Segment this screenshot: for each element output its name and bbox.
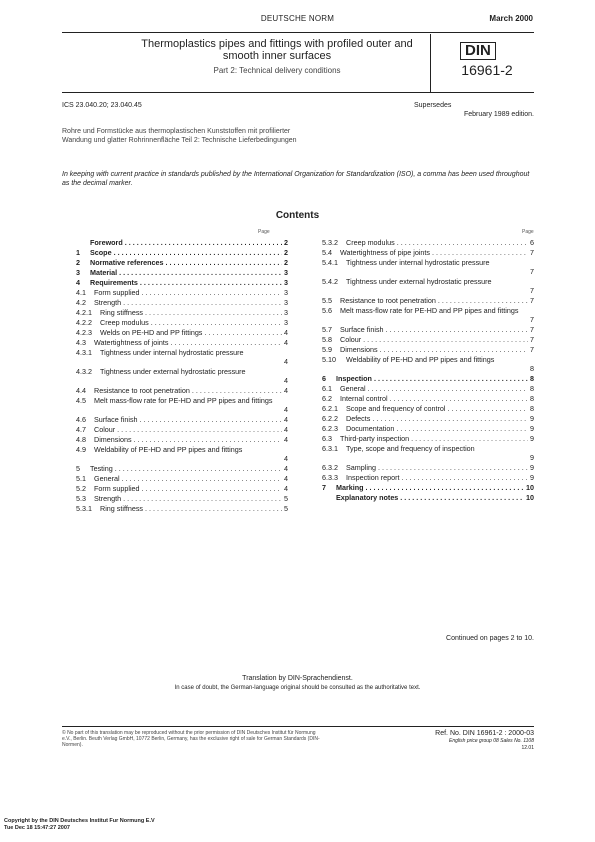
toc-entry (76, 367, 288, 386)
toc-number: 4.2.1 (76, 308, 92, 317)
toc-entry (76, 464, 288, 474)
toc-page: 9 (530, 424, 534, 433)
toc-number: 4.2.3 (76, 328, 92, 337)
toc-title: Creep modulus . . . (346, 238, 534, 248)
toc-page: 4 (284, 425, 288, 434)
toc-title: Foreword . . . (90, 238, 288, 248)
toc-entry (322, 277, 534, 296)
toc-page: 8 (530, 374, 534, 383)
toc-number: 5 (76, 464, 80, 473)
toc-number: 4.3.2 (76, 367, 92, 376)
toc-entry (76, 348, 288, 367)
translation-note: In case of doubt, the German-language original should be consulted as the authoritative text. (174, 685, 421, 691)
toc-entry (322, 424, 534, 434)
toc-title: Sampling . . . (346, 463, 534, 473)
toc-page: 3 (284, 268, 288, 277)
toc-page: 7 (530, 296, 534, 305)
toc-title: Melt mass-flow rate for PE-HD and PP pipes and fittings (340, 306, 519, 315)
toc-title: Tightness under external hydrostatic pressure (346, 277, 492, 286)
toc-page: 3 (284, 298, 288, 307)
copyright-notice: © No part of this translation may be reproduced without the prior permission of DIN Deutsches Institut für Normung e.V., Berlin. Beuth Verlag GmbH, 10772 Berlin, Germany, has the exclusive right of sale for German Standards (DIN-Normen). (62, 730, 320, 748)
toc-title: Ring stiffness . . . (100, 308, 288, 318)
toc-title: Surface finish . . . (340, 325, 534, 335)
toc-title: Tightness under internal hydrostatic pressure (346, 258, 490, 267)
toc-page: 4 (284, 454, 288, 463)
toc-number: 1 (76, 248, 80, 257)
toc-page: 4 (284, 415, 288, 424)
toc-title: General . . . (94, 474, 288, 484)
toc-title: Testing . . . (90, 464, 288, 474)
toc-page: 3 (284, 278, 288, 287)
toc-entry (76, 308, 288, 318)
toc-title: Explanatory notes . . . (336, 493, 534, 503)
toc-number: 6.3.3 (322, 473, 338, 482)
toc-page: 4 (284, 435, 288, 444)
toc-title: Resistance to root penetration . . . (94, 386, 288, 396)
toc-entry (322, 345, 534, 355)
toc-entry (322, 306, 534, 325)
toc-title: Material . . . (90, 268, 288, 278)
toc-page: 9 (530, 453, 534, 462)
issue-date: March 2000 (489, 14, 533, 23)
toc-title: Colour . . . (94, 425, 288, 435)
toc-title: Weldability of PE-HD and PP pipes and fittings (346, 355, 495, 364)
toc-page: 8 (530, 364, 534, 373)
toc-number: 5.1 (76, 474, 86, 483)
toc-title: Resistance to root penetration . . . (340, 296, 534, 306)
toc-entry (322, 483, 534, 493)
toc-page: 7 (530, 335, 534, 344)
toc-page: 4 (284, 338, 288, 347)
toc-number: 4.5 (76, 396, 86, 405)
toc-title: Requirements . . . (90, 278, 288, 288)
toc-page: 10 (526, 493, 534, 502)
toc-number: 4.1 (76, 288, 86, 297)
toc-number: 5.4.2 (322, 277, 338, 286)
toc-number: 5.5 (322, 296, 332, 305)
toc-number: 5.8 (322, 335, 332, 344)
toc-title: Documentation . . . (346, 424, 534, 434)
toc-title: Watertightness of pipe joints . . . (340, 248, 534, 258)
toc-entry (76, 288, 288, 298)
supersedes (414, 101, 534, 119)
toc-title: Form supplied . . . (94, 288, 288, 298)
toc-number: 4.2 (76, 298, 86, 307)
toc-entry (322, 414, 534, 424)
toc-number: 4.4 (76, 386, 86, 395)
toc-title: Melt mass-flow rate for PE-HD and PP pipes and fittings (94, 396, 273, 405)
toc-title: General . . . (340, 384, 534, 394)
toc-number: 5.4 (322, 248, 332, 257)
toc-title: Inspection report . . . (346, 473, 534, 483)
toc-page: 4 (284, 376, 288, 385)
toc-entry (76, 318, 288, 328)
toc-page: 7 (530, 315, 534, 324)
toc-page: 3 (284, 288, 288, 297)
footer-rule (62, 726, 534, 727)
toc-page: 4 (284, 464, 288, 473)
toc-page: 7 (530, 286, 534, 295)
toc-entry (76, 386, 288, 396)
toc-page: 7 (530, 267, 534, 276)
decimal-notice: In keeping with current practice in standards published by the International Organization for Standardization (ISO), a comma has been used throughout as the decimal marker. (62, 171, 530, 187)
toc-page: 2 (284, 248, 288, 257)
toc-page: 2 (284, 258, 288, 267)
toc-entry (76, 425, 288, 435)
translation-credit: Translation by DIN-Sprachendienst. (242, 675, 353, 682)
toc-entry (322, 463, 534, 473)
toc-page: 4 (284, 405, 288, 414)
toc-entry (76, 278, 288, 288)
toc-page: 9 (530, 463, 534, 472)
toc-title: Dimensions . . . (94, 435, 288, 445)
print-code: 12.01 (521, 745, 534, 751)
toc-title: Third-party inspection . . . (340, 434, 534, 444)
toc-number: 6.3 (322, 434, 332, 443)
toc-entry (322, 493, 534, 503)
toc-entry (76, 415, 288, 425)
toc-page: 4 (284, 474, 288, 483)
toc-entry (322, 374, 534, 384)
toc-title: Marking . . . (336, 483, 534, 493)
title-divider (430, 34, 431, 92)
toc-title: Strength . . . (94, 298, 288, 308)
part-title: Part 2: Technical delivery conditions (213, 66, 341, 75)
toc-number: 4.3 (76, 338, 86, 347)
toc-page: 4 (284, 328, 288, 337)
toc-number: 6.2.3 (322, 424, 338, 433)
toc-title: Creep modulus . . . (100, 318, 288, 328)
toc-number: 4.3.1 (76, 348, 92, 357)
toc-number: 6.1 (322, 384, 332, 393)
toc-entry (76, 494, 288, 504)
toc-number: 5.9 (322, 345, 332, 354)
toc-number: 5.7 (322, 325, 332, 334)
toc-entry (322, 394, 534, 404)
toc-number: 2 (76, 258, 80, 267)
toc-entry (322, 238, 534, 248)
header-rule (62, 32, 534, 33)
toc-right-column (322, 238, 534, 503)
toc-number: 3 (76, 268, 80, 277)
toc-page: 9 (530, 434, 534, 443)
toc-page: 6 (530, 238, 534, 247)
toc-title: Tightness under internal hydrostatic pressure (100, 348, 244, 357)
toc-number: 4 (76, 278, 80, 287)
toc-entry (322, 296, 534, 306)
toc-title: Inspection . . . (336, 374, 534, 384)
toc-entry (76, 268, 288, 278)
toc-number: 4.9 (76, 445, 86, 454)
toc-entry (76, 474, 288, 484)
toc-title: Welds on PE-HD and PP fittings . . . (100, 328, 288, 338)
reference-number: Ref. No. DIN 16961-2 : 2000-03 (435, 730, 534, 737)
copyright-line: Copyright by the DIN Deutsches Institut Fur Normung E.V (4, 818, 155, 824)
toc-number: 6 (322, 374, 326, 383)
toc-entry (322, 355, 534, 374)
toc-page: 2 (284, 238, 288, 247)
toc-entry (76, 328, 288, 338)
toc-number: 7 (322, 483, 326, 492)
din-number: 16961-2 (461, 62, 513, 78)
toc-number: 5.4.1 (322, 258, 338, 267)
toc-page: 5 (284, 494, 288, 503)
toc-entry (76, 396, 288, 415)
toc-entry (76, 248, 288, 258)
toc-number: 5.2 (76, 484, 86, 493)
toc-title: Scope and frequency of control . . . (346, 404, 534, 414)
toc-title: Colour . . . (340, 335, 534, 345)
supersedes-label: Supersedes (414, 102, 452, 109)
page-column-label-left: Page (258, 229, 270, 235)
toc-entry (322, 325, 534, 335)
toc-number: 6.3.2 (322, 463, 338, 472)
toc-entry (76, 238, 288, 248)
toc-number: 4.2.2 (76, 318, 92, 327)
toc-page: 4 (284, 484, 288, 493)
norm-label: DEUTSCHE NORM (260, 14, 335, 23)
toc-entry (322, 384, 534, 394)
toc-number: 6.2.2 (322, 414, 338, 423)
toc-number: 5.3 (76, 494, 86, 503)
toc-title: Ring stiffness . . . (100, 504, 288, 514)
supersedes-edition: February 1989 edition. (463, 111, 534, 118)
contents-heading: Contents (275, 210, 320, 221)
toc-entry (76, 435, 288, 445)
toc-entry (322, 258, 534, 277)
toc-number: 5.10 (322, 355, 336, 364)
toc-entry (76, 298, 288, 308)
toc-entry (76, 338, 288, 348)
toc-entry (322, 473, 534, 483)
toc-title: Type, scope and frequency of inspection (346, 444, 475, 453)
toc-page: 3 (284, 318, 288, 327)
toc-page: 4 (284, 386, 288, 395)
toc-page: 7 (530, 325, 534, 334)
toc-entry (76, 504, 288, 514)
toc-page: 10 (526, 483, 534, 492)
toc-number: 6.2 (322, 394, 332, 403)
toc-title: Surface finish . . . (94, 415, 288, 425)
price-group: English price group 08 Sales No. 1108 (449, 738, 534, 744)
reference-block (390, 730, 534, 751)
toc-entry (322, 404, 534, 414)
toc-page: 7 (530, 345, 534, 354)
toc-entry (322, 335, 534, 345)
toc-page: 3 (284, 308, 288, 317)
toc-number: 5.6 (322, 306, 332, 315)
toc-number: 4.8 (76, 435, 86, 444)
toc-page: 8 (530, 404, 534, 413)
toc-title: Defects . . . (346, 414, 534, 424)
toc-number: 5.3.2 (322, 238, 338, 247)
toc-number: 5.3.1 (76, 504, 92, 513)
toc-title: Dimensions . . . (340, 345, 534, 355)
toc-title: Tightness under external hydrostatic pressure (100, 367, 246, 376)
toc-page: 9 (530, 473, 534, 482)
toc-title: Internal control . . . (340, 394, 534, 404)
toc-number: 6.2.1 (322, 404, 338, 413)
toc-entry (322, 444, 534, 463)
toc-number: 4.7 (76, 425, 86, 434)
toc-title: Form supplied . . . (94, 484, 288, 494)
document-title: Thermoplastics pipes and fittings with profiled outer and smooth inner surfaces (141, 38, 413, 62)
copyright-timestamp: Tue Dec 18 15:47:27 2007 (4, 825, 70, 831)
toc-page: 7 (530, 248, 534, 257)
toc-entry (76, 445, 288, 464)
ics-code: ICS 23.040.20; 23.040.45 (62, 102, 142, 109)
page-column-label-right: Page (522, 229, 534, 235)
toc-page: 8 (530, 394, 534, 403)
toc-entry (76, 258, 288, 268)
toc-title: Scope . . . (90, 248, 288, 258)
copyright-stamp (4, 818, 155, 832)
din-logo: DIN (460, 42, 496, 60)
toc-title: Strength . . . (94, 494, 288, 504)
toc-number: 6.3.1 (322, 444, 338, 453)
toc-page: 8 (530, 384, 534, 393)
toc-entry (322, 248, 534, 258)
toc-left-column (76, 238, 288, 514)
toc-entry (322, 434, 534, 444)
toc-page: 4 (284, 357, 288, 366)
toc-page: 5 (284, 504, 288, 513)
toc-title: Normative references . . . (90, 258, 288, 268)
toc-number: 4.6 (76, 415, 86, 424)
title-block (62, 34, 534, 93)
continued-note: Continued on pages 2 to 10. (446, 635, 534, 642)
toc-entry (76, 484, 288, 494)
toc-page: 9 (530, 414, 534, 423)
toc-title: Weldability of PE-HD and PP pipes and fittings (94, 445, 243, 454)
toc-title: Watertightness of joints . . . (94, 338, 288, 348)
german-title: Rohre und Formstücke aus thermoplastischen Kunststoffen mit profilierter Wandung und glatter Rohrinnenfläche Teil 2: Technische Lieferbedingungen (62, 128, 297, 144)
